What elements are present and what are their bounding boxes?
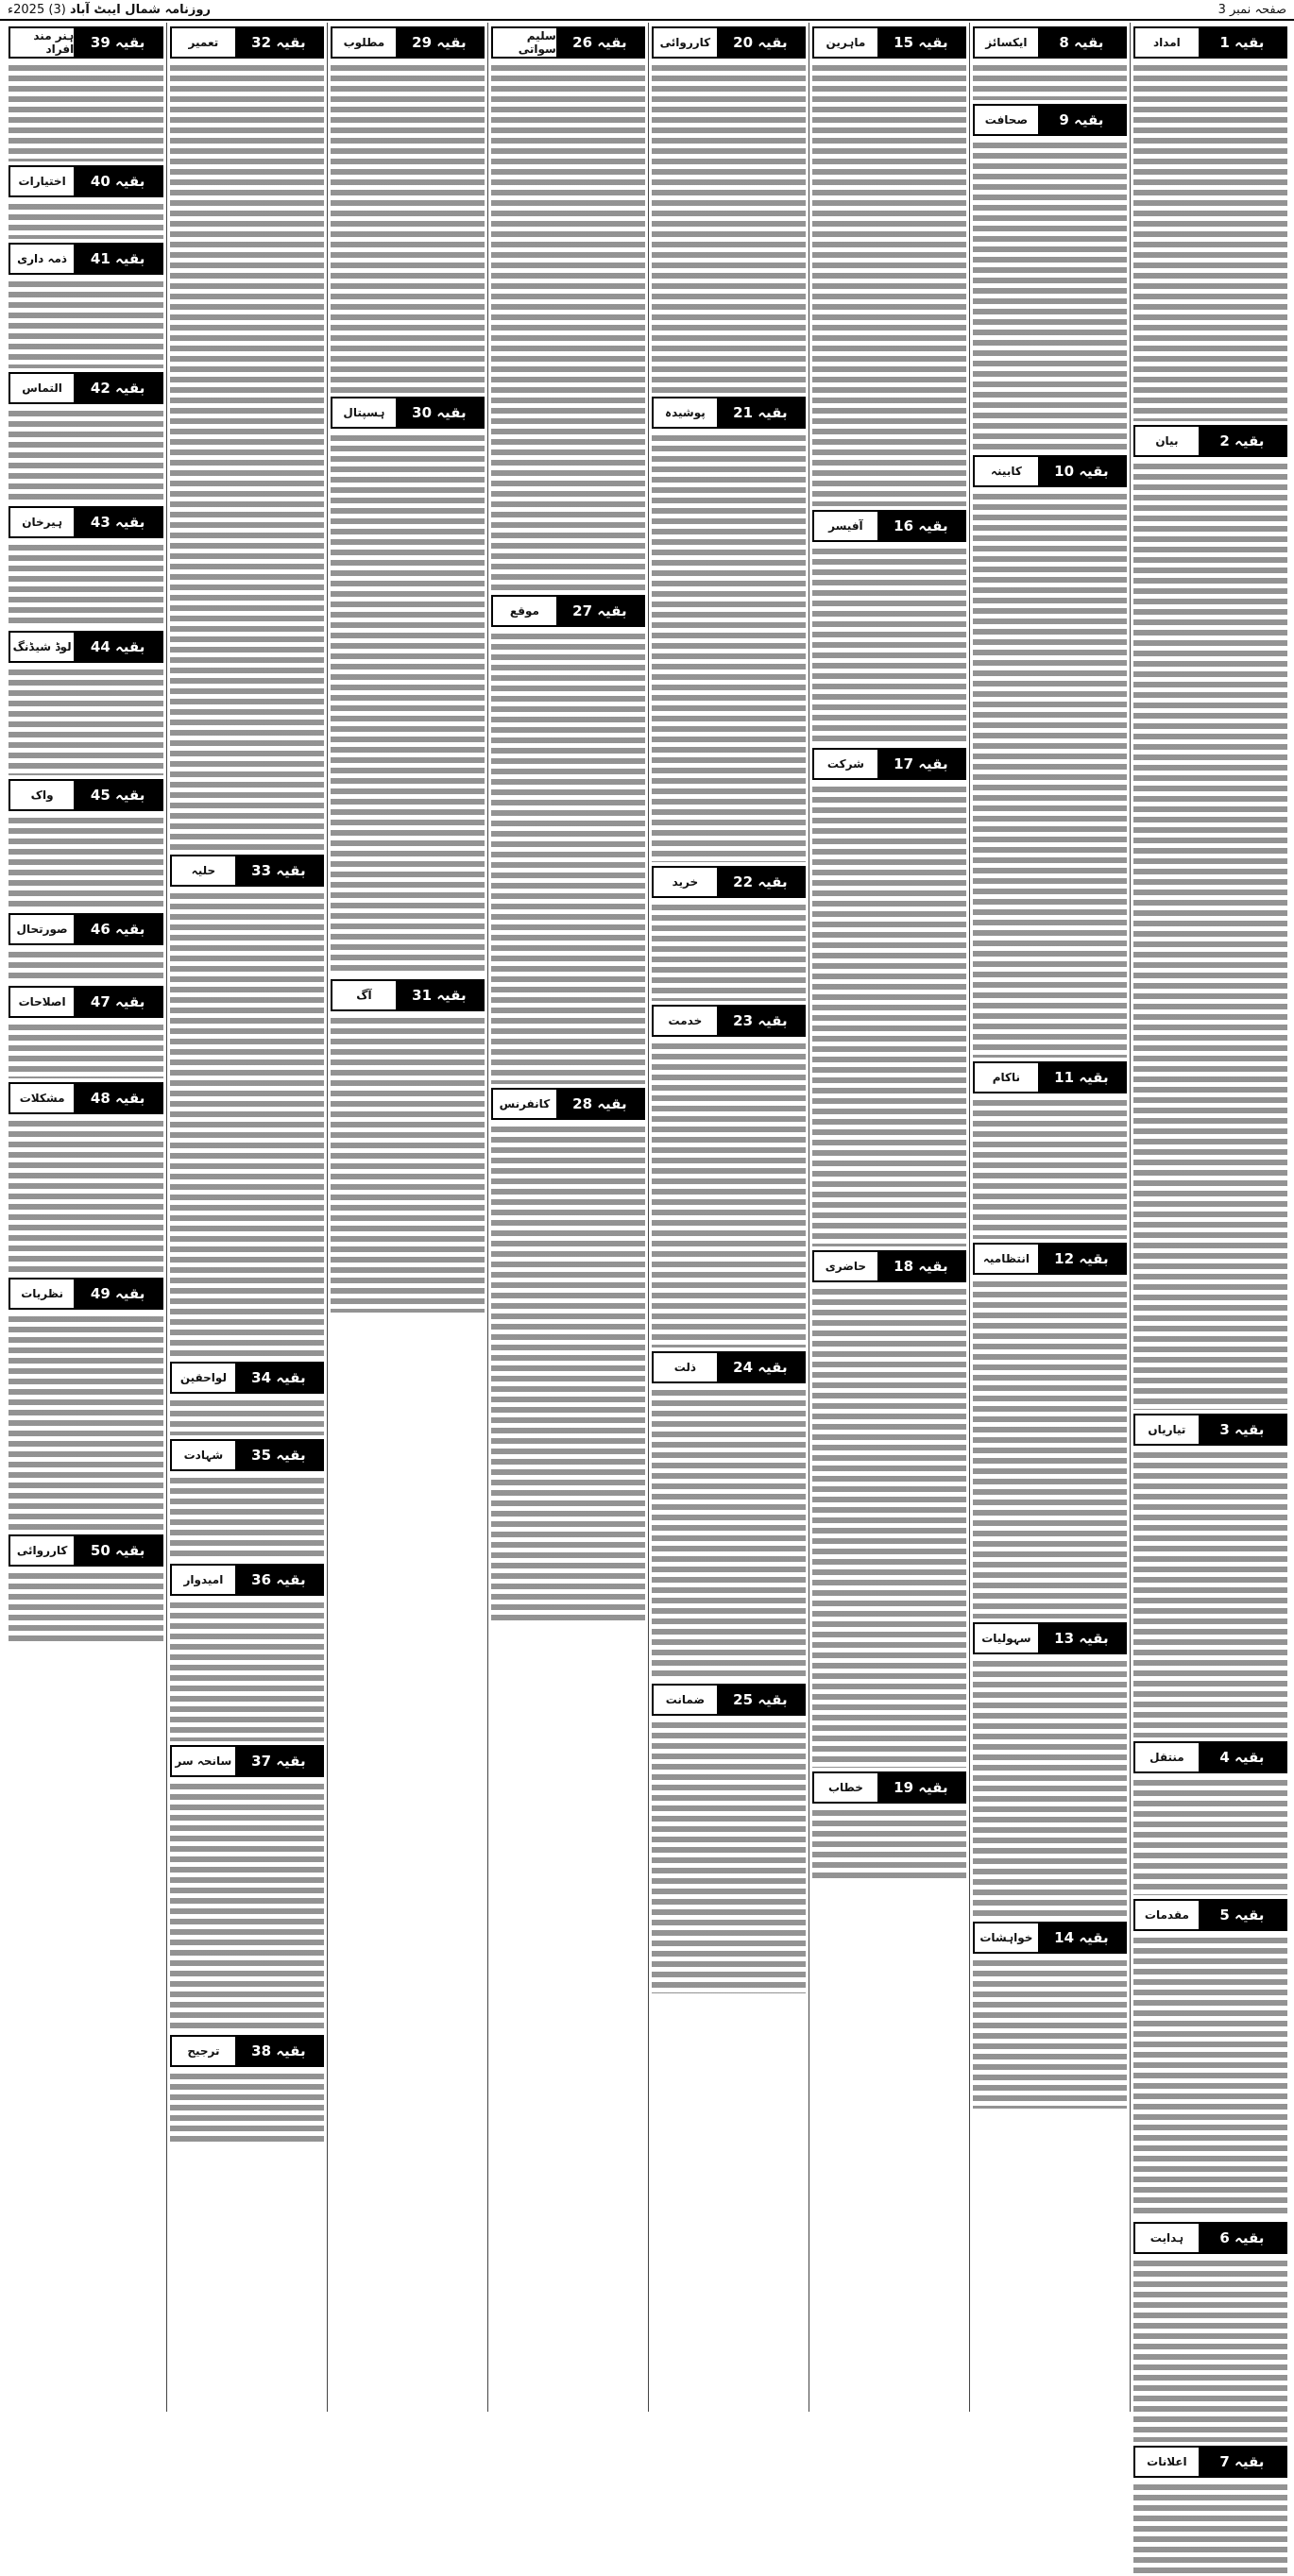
- continuation-header: [1133, 1414, 1287, 1446]
- continuation-number: بقیہ 5: [1199, 1901, 1285, 1929]
- article-body-text: [491, 631, 645, 1084]
- continuation-number: بقیہ 2: [1199, 427, 1285, 455]
- continuation-header: [9, 506, 163, 538]
- continuation-title: خطاب: [814, 1773, 877, 1802]
- continuation-title: ذلت: [654, 1353, 717, 1381]
- article-body-text: [170, 2071, 324, 2142]
- continuation-number: بقیہ 34: [235, 1364, 322, 1392]
- continuation-header: [1133, 1741, 1287, 1773]
- continuation-number: بقیہ 45: [74, 781, 162, 809]
- continuation-number: بقیہ 27: [556, 597, 643, 625]
- continuation-title: خواہشات: [975, 1924, 1038, 1952]
- continuation-title: خدمت: [654, 1007, 717, 1035]
- continuation-number: بقیہ 12: [1038, 1245, 1125, 1273]
- continuation-title: سہولیات: [975, 1624, 1038, 1652]
- article-body-text: [652, 1387, 806, 1680]
- continuation-header: [170, 26, 324, 59]
- continuation-title: اعلانات: [1135, 2448, 1199, 2476]
- continuation-header: [331, 397, 485, 429]
- page-number-label: صفحہ نمبر 3: [1217, 2, 1286, 17]
- article-body-text: [491, 1124, 645, 1624]
- continuation-number: بقیہ 9: [1038, 106, 1125, 134]
- continuation-header: [812, 26, 966, 59]
- continuation-number: بقیہ 16: [877, 512, 964, 540]
- article-body-text: [973, 1097, 1127, 1239]
- continuation-number: بقیہ 44: [74, 633, 162, 661]
- continuation-number: بقیہ 24: [717, 1353, 804, 1381]
- continuation-title: تعمیر: [172, 28, 235, 57]
- continuation-title: ہسپتال: [332, 398, 396, 427]
- continuation-number: بقیہ 49: [74, 1280, 162, 1308]
- continuation-header: [331, 979, 485, 1011]
- continuation-number: بقیہ 13: [1038, 1624, 1125, 1652]
- article-body-text: [652, 62, 806, 393]
- continuation-title: خرید: [654, 868, 717, 896]
- continuation-number: بقیہ 25: [717, 1686, 804, 1714]
- continuation-title: حلیہ: [172, 856, 235, 885]
- continuation-header: [1133, 425, 1287, 457]
- continuation-header: [652, 26, 806, 59]
- continuation-number: بقیہ 10: [1038, 457, 1125, 485]
- continuation-header: [9, 779, 163, 811]
- continuation-title: صورتحال: [10, 915, 74, 943]
- article-body-text: [9, 667, 163, 775]
- continuation-header: [170, 855, 324, 887]
- continuation-header: [973, 1622, 1127, 1654]
- continuation-title: منتقل: [1135, 1743, 1199, 1771]
- continuation-title: سلیم سواتی: [493, 28, 556, 57]
- continuation-header: [9, 913, 163, 945]
- continuation-number: بقیہ 6: [1199, 2224, 1285, 2252]
- continuation-title: تیاریاں: [1135, 1415, 1199, 1444]
- continuation-number: بقیہ 37: [235, 1747, 322, 1775]
- article-body-text: [9, 815, 163, 909]
- continuation-title: مقدمات: [1135, 1901, 1199, 1929]
- continuation-number: بقیہ 41: [74, 245, 162, 273]
- continuation-number: بقیہ 7: [1199, 2448, 1285, 2476]
- continuation-title: ہدایت: [1135, 2224, 1199, 2252]
- continuation-number: بقیہ 19: [877, 1773, 964, 1802]
- continuation-header: [9, 986, 163, 1018]
- continuation-title: اختیارات: [10, 167, 74, 195]
- continuation-header: [973, 455, 1127, 487]
- continuation-title: کارروائی: [10, 1536, 74, 1565]
- continuation-title: ناکام: [975, 1063, 1038, 1092]
- article-body-text: [652, 432, 806, 862]
- continuation-title: امداد: [1135, 28, 1199, 57]
- continuation-header: [652, 1684, 806, 1716]
- column-3: [809, 23, 969, 2412]
- continuation-title: کابینہ: [975, 457, 1038, 485]
- article-body-text: [812, 546, 966, 744]
- article-body-text: [812, 1286, 966, 1768]
- continuation-number: بقیہ 8: [1038, 28, 1125, 57]
- continuation-number: بقیہ 11: [1038, 1063, 1125, 1092]
- continuation-number: بقیہ 4: [1199, 1743, 1285, 1771]
- continuation-header: [973, 1922, 1127, 1954]
- article-body-text: [652, 1720, 806, 1993]
- article-body-text: [9, 1313, 163, 1531]
- article-body-text: [1133, 461, 1287, 1410]
- continuation-header: [9, 26, 163, 59]
- continuation-header: [812, 748, 966, 780]
- column-7: [166, 23, 327, 2412]
- continuation-number: بقیہ 23: [717, 1007, 804, 1035]
- article-body-text: [973, 62, 1127, 100]
- article-body-text: [1133, 2482, 1287, 2576]
- continuation-header: [652, 1005, 806, 1037]
- article-body-text: [1133, 2258, 1287, 2442]
- continuation-header: [1133, 26, 1287, 59]
- article-body-text: [973, 1658, 1127, 1918]
- page-header: [0, 0, 1294, 21]
- continuation-title: صحافت: [975, 106, 1038, 134]
- continuation-number: بقیہ 3: [1199, 1415, 1285, 1444]
- continuation-header: [170, 1362, 324, 1394]
- article-body-text: [1133, 1777, 1287, 1895]
- masthead: [8, 3, 211, 17]
- continuation-header: [1133, 2222, 1287, 2254]
- column-2: [969, 23, 1130, 2412]
- article-body-text: [652, 902, 806, 1001]
- continuation-header: [491, 595, 645, 627]
- continuation-header: [812, 510, 966, 542]
- continuation-title: لوڈ شیڈنگ: [10, 633, 74, 661]
- continuation-number: بقیہ 40: [74, 167, 162, 195]
- article-body-text: [9, 1022, 163, 1078]
- article-body-text: [331, 432, 485, 975]
- continuation-number: بقیہ 46: [74, 915, 162, 943]
- article-body-text: [973, 491, 1127, 1058]
- continuation-header: [491, 1088, 645, 1120]
- continuation-header: [170, 1564, 324, 1596]
- article-body-text: [812, 1807, 966, 1883]
- continuation-number: بقیہ 36: [235, 1566, 322, 1594]
- continuation-number: بقیہ 26: [556, 28, 643, 57]
- continuation-header: [9, 165, 163, 197]
- continuation-title: ترجیح: [172, 2037, 235, 2065]
- continuation-number: بقیہ 20: [717, 28, 804, 57]
- continuation-title: نظریات: [10, 1280, 74, 1308]
- continuation-title: ہیرخان: [10, 508, 74, 536]
- continuation-number: بقیہ 32: [235, 28, 322, 57]
- continuation-title: سانحہ سر: [172, 1747, 235, 1775]
- article-body-text: [9, 279, 163, 368]
- continuation-title: آفیسر: [814, 512, 877, 540]
- continuation-title: حاضری: [814, 1252, 877, 1280]
- continuation-header: [973, 1061, 1127, 1093]
- continuation-title: موقع: [493, 597, 556, 625]
- article-body-text: [9, 542, 163, 627]
- continuation-header: [652, 1351, 806, 1383]
- article-body-text: [170, 1398, 324, 1435]
- article-body-text: [973, 140, 1127, 451]
- continuation-number: بقیہ 22: [717, 868, 804, 896]
- continuation-title: ذمہ داری: [10, 245, 74, 273]
- continuation-number: بقیہ 35: [235, 1441, 322, 1469]
- continuation-title: مطلوب: [332, 28, 396, 57]
- article-body-text: [331, 62, 485, 393]
- continuation-title: شہادت: [172, 1441, 235, 1469]
- continuation-header: [331, 26, 485, 59]
- continuation-header: [9, 1278, 163, 1310]
- continuation-title: واک: [10, 781, 74, 809]
- continuation-header: [652, 866, 806, 898]
- continuation-number: بقیہ 50: [74, 1536, 162, 1565]
- article-body-text: [170, 62, 324, 851]
- continuation-title: بیان: [1135, 427, 1199, 455]
- article-body-text: [9, 949, 163, 982]
- article-body-text: [652, 1041, 806, 1347]
- continuation-number: بقیہ 30: [396, 398, 483, 427]
- article-body-text: [812, 62, 966, 506]
- continuation-number: بقیہ 15: [877, 28, 964, 57]
- article-body-text: [1133, 62, 1287, 421]
- continuation-title: کانفرنس: [493, 1090, 556, 1118]
- continuation-header: [170, 2035, 324, 2067]
- article-body-text: [9, 1570, 163, 1646]
- newspaper-page: [4, 23, 1290, 2470]
- continuation-header: [1133, 1899, 1287, 1931]
- column-4: [648, 23, 809, 2412]
- continuation-number: بقیہ 33: [235, 856, 322, 885]
- continuation-number: بقیہ 1: [1199, 28, 1285, 57]
- continuation-title: ایکسائز: [975, 28, 1038, 57]
- continuation-number: بقیہ 43: [74, 508, 162, 536]
- continuation-number: بقیہ 21: [717, 398, 804, 427]
- continuation-title: انتظامیہ: [975, 1245, 1038, 1273]
- continuation-header: [9, 1082, 163, 1114]
- continuation-title: ضمانت: [654, 1686, 717, 1714]
- continuation-number: بقیہ 48: [74, 1084, 162, 1112]
- continuation-title: کارروائی: [654, 28, 717, 57]
- article-body-text: [491, 62, 645, 591]
- continuation-number: بقیہ 29: [396, 28, 483, 57]
- continuation-title: امیدوار: [172, 1566, 235, 1594]
- continuation-title: التماس: [10, 374, 74, 402]
- article-body-text: [9, 62, 163, 161]
- continuation-number: بقیہ 31: [396, 981, 483, 1009]
- continuation-number: بقیہ 18: [877, 1252, 964, 1280]
- column-6: [327, 23, 487, 2412]
- page-index: (3): [48, 2, 66, 17]
- article-body-text: [170, 890, 324, 1358]
- continuation-header: [812, 1771, 966, 1804]
- column-8: [6, 23, 166, 2412]
- article-body-text: [9, 408, 163, 502]
- continuation-header: [812, 1250, 966, 1282]
- continuation-title: پوشیدہ: [654, 398, 717, 427]
- continuation-header: [170, 1745, 324, 1777]
- continuation-number: بقیہ 14: [1038, 1924, 1125, 1952]
- continuation-number: بقیہ 39: [74, 28, 162, 57]
- article-body-text: [170, 1600, 324, 1741]
- article-body-text: [973, 1957, 1127, 2109]
- column-5: [487, 23, 648, 2412]
- continuation-number: بقیہ 28: [556, 1090, 643, 1118]
- continuation-header: [9, 243, 163, 275]
- continuation-header: [973, 26, 1127, 59]
- continuation-header: [973, 104, 1127, 136]
- continuation-header: [652, 397, 806, 429]
- article-body-text: [812, 784, 966, 1246]
- continuation-header: [170, 1439, 324, 1471]
- column-1: [1130, 23, 1290, 2470]
- continuation-number: بقیہ 17: [877, 750, 964, 778]
- article-body-text: [9, 1118, 163, 1274]
- continuation-header: [1133, 2446, 1287, 2478]
- continuation-title: شرکت: [814, 750, 877, 778]
- article-body-text: [1133, 1449, 1287, 1737]
- continuation-header: [491, 26, 645, 59]
- issue-date: 2025ء: [8, 2, 45, 17]
- continuation-title: لواحقین: [172, 1364, 235, 1392]
- article-body-text: [1133, 1935, 1287, 2218]
- continuation-header: [9, 631, 163, 663]
- continuation-title: آگ: [332, 981, 396, 1009]
- article-body-text: [9, 201, 163, 239]
- article-body-text: [170, 1475, 324, 1560]
- continuation-number: بقیہ 42: [74, 374, 162, 402]
- continuation-number: بقیہ 38: [235, 2037, 322, 2065]
- article-body-text: [170, 1781, 324, 2031]
- paper-name: روزنامہ شمال ایبٹ آباد: [69, 2, 211, 17]
- continuation-header: [9, 1534, 163, 1567]
- continuation-header: [9, 372, 163, 404]
- continuation-title: مشکلات: [10, 1084, 74, 1112]
- continuation-number: بقیہ 47: [74, 988, 162, 1016]
- continuation-title: ہنر مند افراد: [10, 28, 74, 57]
- continuation-header: [973, 1243, 1127, 1275]
- continuation-title: اصلاحات: [10, 988, 74, 1016]
- article-body-text: [331, 1015, 485, 1313]
- article-body-text: [973, 1279, 1127, 1618]
- continuation-title: ماہرین: [814, 28, 877, 57]
